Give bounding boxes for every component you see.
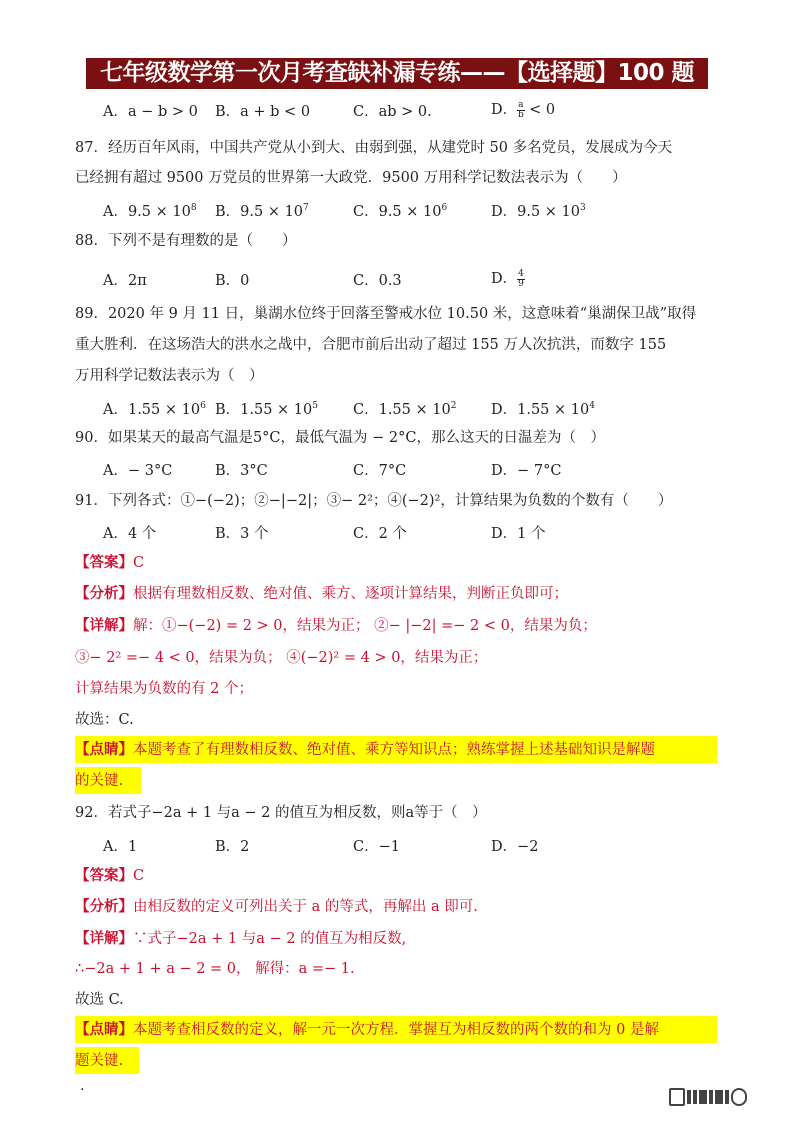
q90-option-b: B．3°C bbox=[215, 463, 268, 479]
q88-option-a: A．2π bbox=[103, 273, 147, 289]
q91-option-c: C．2 个 bbox=[353, 526, 407, 542]
q87-option-d: D．$9.5 \times 10^3$ bbox=[491, 203, 586, 220]
q92-detail-line-2: ∴−2a + 1 + a − 2 = 0， 解得：a =− 1. bbox=[75, 961, 355, 977]
q90-option-d: D．− 7°C bbox=[491, 463, 562, 479]
q86-option-d-tail: < 0 bbox=[524, 102, 556, 118]
q91-option-b: B．3 个 bbox=[215, 526, 269, 542]
q86-option-d-fraction: $\frac{a}{b}$ bbox=[517, 99, 524, 120]
q87-text-line-1: 87．经历百年风雨，中国共产党从小到大、由弱到强，从建党时 50 多名党员，发展成为今天 bbox=[75, 140, 673, 156]
q87-option-a: A．$9.5 \times 10^8$ bbox=[103, 203, 197, 220]
q86-option-d bbox=[491, 98, 555, 120]
q86-option-a: A．a − b > 0 bbox=[103, 104, 198, 120]
q86-option-d-label: D． bbox=[491, 102, 518, 118]
q92-answer: 【答案】C bbox=[75, 867, 145, 884]
q92-detail-line-1: 【详解】∵式子−2a + 1 与a − 2 的值互为相反数, bbox=[75, 930, 407, 947]
q90-option-a: A．− 3°C bbox=[103, 463, 173, 479]
q88-option-d-fraction: $\frac{4}{9}$ bbox=[518, 268, 524, 289]
q90-text-line-1: 90．如果某天的最高气温是5°C，最低气温为 − 2°C，那么这天的日温差为（ ） bbox=[75, 430, 605, 446]
q92-choose: 故选 C. bbox=[75, 992, 124, 1008]
q91-option-d: D．1 个 bbox=[491, 526, 546, 542]
q91-option-a: A．4 个 bbox=[103, 526, 157, 542]
q88-text-line-1: 88．下列不是有理数的是（ ） bbox=[75, 233, 297, 249]
q92-option-b: B．2 bbox=[215, 839, 250, 855]
q92-text-line-1: 92．若式子−2a + 1 与a − 2 的值互为相反数，则a等于（ ） bbox=[75, 805, 487, 821]
q87-text-line-2: 已经拥有超过 9500 万党员的世界第一大政党．9500 万用科学记数法表示为（ ） bbox=[75, 170, 627, 186]
q91-comment-line-2: 的关键. bbox=[75, 773, 124, 789]
q89-text-line-1: 89．2020 年 9 月 11 日，巢湖水位终于回落至警戒水位 10.50 米，这意味着“巢湖保卫战”取得 bbox=[75, 306, 697, 322]
q91-answer: 【答案】C bbox=[75, 554, 145, 571]
q89-option-b: B．$1.55 \times 10^5$ bbox=[215, 401, 318, 418]
q91-choose: 故选：C. bbox=[75, 712, 134, 728]
q89-option-d: D．$1.55 \times 10^4$ bbox=[491, 401, 595, 418]
q87-option-c: C．$9.5 \times 10^6$ bbox=[353, 203, 448, 220]
q89-option-a: A．$1.55 \times 10^6$ bbox=[103, 401, 206, 418]
trailing-dot: . bbox=[80, 1078, 85, 1094]
q91-detail-line-2: ③− 2² =− 4 < 0，结果为负； ④(−2)² = 4 > 0，结果为正； bbox=[75, 650, 488, 666]
page-title-banner: 七年级数学第一次月考查缺补漏专练——【选择题】100 题 bbox=[86, 58, 708, 89]
q92-comment-line-2: 题关键. bbox=[75, 1053, 124, 1069]
q87-option-b: B．$9.5 \times 10^7$ bbox=[215, 203, 309, 220]
q90-option-c: C．7°C bbox=[353, 463, 407, 479]
q92-option-a: A．1 bbox=[103, 839, 138, 855]
q89-option-c: C．$1.55 \times 10^2$ bbox=[353, 401, 457, 418]
q86-option-b: B．a + b < 0 bbox=[215, 104, 311, 120]
q88-option-d-label: D． bbox=[491, 271, 518, 287]
q92-analysis: 【分析】由相反数的定义可列出关于 a 的等式，再解出 a 即可. bbox=[75, 898, 478, 915]
q91-detail-line-3: 计算结果为负数的有 2 个； bbox=[75, 681, 253, 697]
q92-option-c: C．−1 bbox=[353, 839, 400, 855]
q86-option-c: C．ab > 0. bbox=[353, 104, 432, 120]
q89-text-line-2: 重大胜利．在这场浩大的洪水之战中，合肥市前后出动了超过 155 万人次抗洪，而数字 155 bbox=[75, 337, 667, 353]
q88-option-b: B．0 bbox=[215, 273, 250, 289]
q88-option-c: C．0.3 bbox=[353, 273, 402, 289]
q88-option-d bbox=[491, 267, 525, 289]
q92-comment-line-1: 【点睛】本题考查相反数的定义，解一元一次方程．掌握互为相反数的两个数的和为 0 是解 bbox=[75, 1021, 659, 1038]
watermark-logo bbox=[669, 1086, 773, 1108]
q89-text-line-3: 万用科学记数法表示为（ ） bbox=[75, 368, 264, 384]
q91-comment-line-1: 【点睛】本题考查了有理数相反数、绝对值、乘方等知识点；熟练掌握上述基础知识是解题 bbox=[75, 741, 655, 758]
q92-option-d: D．−2 bbox=[491, 839, 539, 855]
q91-analysis: 【分析】根据有理数相反数、绝对值、乘方、逐项计算结果，判断正负即可； bbox=[75, 585, 568, 602]
q91-detail-line-1: 【详解】解：①−(−2) = 2 > 0，结果为正； ②− |−2| =− 2 < 0，结果为负； bbox=[75, 617, 597, 634]
q91-text-line-1: 91．下列各式：①−(−2)；②−|−2|；③− 2²；④(−2)²，计算结果为负数的个数有（ ） bbox=[75, 493, 673, 509]
